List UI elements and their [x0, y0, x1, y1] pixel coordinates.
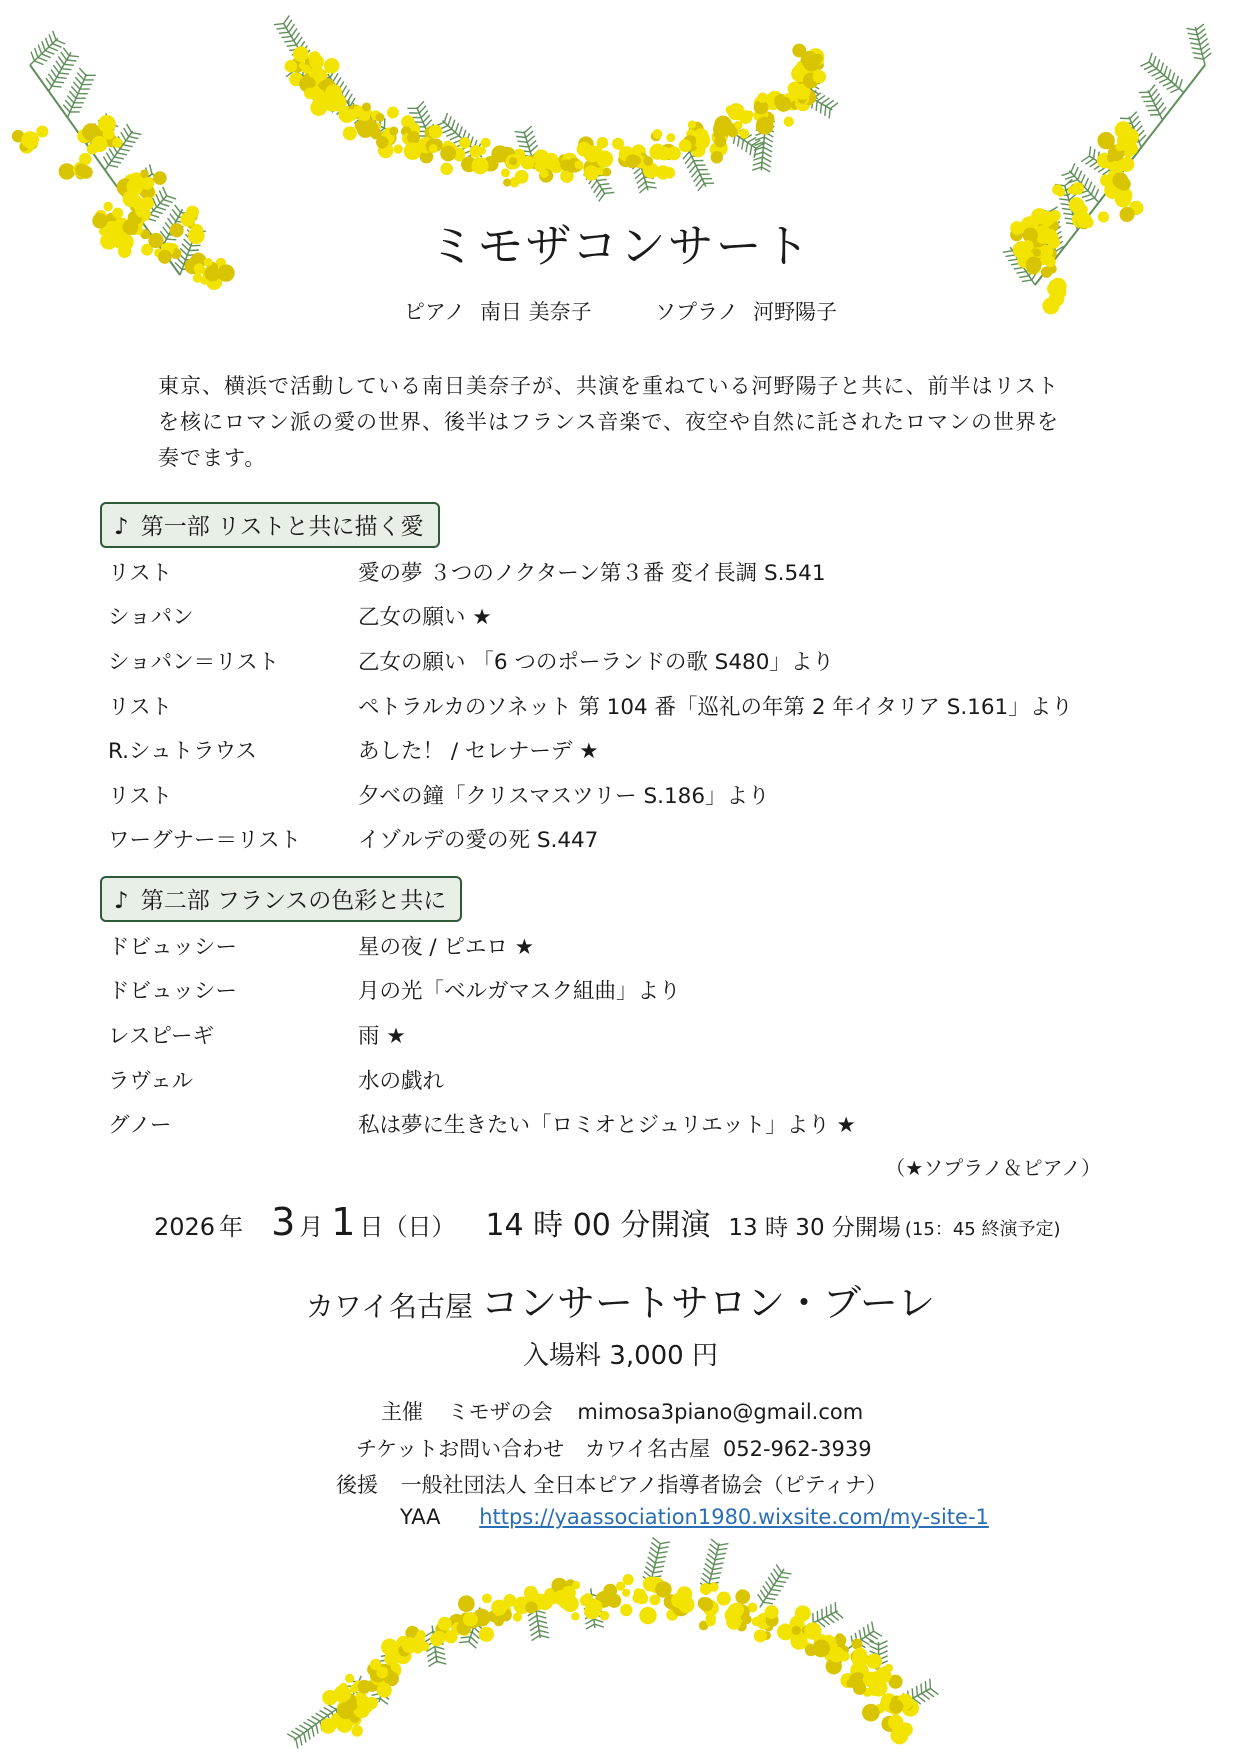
ticket-phone[interactable]: 052-962-3939 [722, 1437, 872, 1461]
work-title: 雨 ★ [358, 1023, 406, 1049]
organizer-line [381, 1396, 863, 1426]
work-title: 星の夜 / ピエロ ★ [358, 934, 535, 960]
work-title: イゾルデの愛の死 S.447 [358, 828, 599, 854]
performer-role-soprano: ソプラノ [655, 300, 739, 324]
program-row [108, 549, 1158, 594]
program-row [108, 683, 1158, 728]
date-time-line [154, 1200, 1060, 1244]
work-title: 月の光「ベルガマスク組曲」より [358, 979, 681, 1005]
month: 3 [271, 1200, 296, 1244]
composer-name: リスト [108, 783, 173, 809]
intro-line: 奏でます。 [158, 446, 267, 470]
part1-heading-text: 第一部 リストと共に描く愛 [140, 514, 424, 540]
program-row [108, 638, 1158, 683]
composer-name: ワーグナー＝リスト [108, 828, 302, 854]
work-title: 愛の夢 ３つのノクターン第３番 変イ長調 S.541 [358, 560, 826, 586]
organizer-label: 主催 [381, 1400, 423, 1424]
program-row [108, 1101, 1158, 1146]
support-name: 一般社団法人 全日本ピアノ指導者協会（ピティナ） [400, 1473, 888, 1497]
work-title: 乙女の願い 「6 つのポーランドの歌 S480」より [358, 649, 834, 675]
end-time: (15：45 終演予定) [904, 1219, 1061, 1240]
ticket-label: チケットお問い合わせ [356, 1437, 565, 1461]
mimosa-wreath-top-illustration [270, 30, 850, 220]
work-title: 乙女の願い ★ [358, 605, 492, 631]
work-title: 夕べの鐘「クリスマスツリー S.186」より [358, 783, 770, 809]
program-row [108, 1012, 1158, 1057]
program-row [108, 594, 1158, 639]
venue-name: コンサートサロン・ブーレ [481, 1281, 936, 1325]
program-row [108, 1057, 1158, 1102]
month-unit: 月 [299, 1213, 324, 1241]
work-title: あした！ / セレナーデ ★ [358, 739, 599, 765]
doors-time: 13 時 30 分開場 [728, 1215, 901, 1241]
composer-name: ドビュッシー [108, 979, 238, 1005]
yaa-label: YAA [400, 1505, 441, 1529]
part1-program-list [108, 549, 1158, 861]
ticket-line [356, 1433, 872, 1463]
organizer-name: ミモザの会 [447, 1400, 553, 1424]
admission-fee: 入場料 3,000 円 [523, 1341, 718, 1371]
intro-line: を核にロマン派の愛の世界、後半はフランス音楽で、夜空や自然に託されたロマンの世界を [158, 410, 1059, 434]
part2-program-list [108, 923, 1158, 1146]
part1-heading [100, 502, 440, 548]
program-row [108, 923, 1158, 968]
part2-heading [100, 876, 462, 922]
music-note-icon: ♪ [114, 888, 129, 914]
concert-title: ミモザコンサート [429, 219, 812, 273]
performer-name-soprano: 河野陽子 [753, 300, 838, 324]
intro-line: 東京、横浜で活動している南日美奈子が、共演を重ねている河野陽子と共に、前半はリスト [158, 374, 1060, 398]
performer-role-piano: ピアノ [403, 300, 466, 324]
music-note-icon: ♪ [114, 514, 129, 540]
composer-name: リスト [108, 694, 173, 720]
yaa-line [400, 1505, 989, 1529]
year: 2026 [154, 1213, 216, 1241]
composer-name: R.シュトラウス [108, 739, 257, 765]
performer-name-piano: 南日 美奈子 [479, 300, 592, 324]
venue-prefix: カワイ名古屋 [305, 1290, 474, 1323]
support-line [336, 1469, 887, 1499]
composer-name: リスト [108, 560, 173, 586]
part2-heading-text: 第二部 フランスの色彩と共に [140, 888, 447, 914]
yaa-link[interactable]: https://yaassociation1980.wixsite.com/my-site-1 [479, 1505, 989, 1529]
venue-line [0, 1272, 1241, 1327]
composer-name: グノー [108, 1113, 172, 1139]
performers-line [0, 296, 1241, 326]
program-row [108, 817, 1158, 862]
work-title: 私は夢に生きたい「ロミオとジュリエット」より ★ [358, 1113, 856, 1139]
composer-name: ショパン [108, 605, 194, 631]
legend-note: （★ソプラノ＆ピアノ） [885, 1156, 1101, 1180]
weekday: （日） [383, 1213, 456, 1241]
support-label: 後援 [336, 1473, 378, 1497]
composer-name: ドビュッシー [108, 934, 238, 960]
composer-name: ショパン＝リスト [108, 649, 280, 675]
program-row [108, 727, 1158, 772]
ticket-contact-name: カワイ名古屋 [584, 1437, 711, 1461]
organizer-email[interactable]: mimosa3piano@gmail.com [577, 1400, 864, 1424]
composer-name: ラヴェル [108, 1068, 194, 1094]
start-time: 14 時 00 分開演 [485, 1208, 711, 1243]
day-unit: 日 [359, 1213, 384, 1241]
work-title: 水の戯れ [358, 1068, 445, 1094]
program-row [108, 772, 1158, 817]
work-title: ペトラルカのソネット 第 104 番「巡礼の年第 2 年イタリア S.161」より [358, 694, 1073, 720]
year-unit: 年 [219, 1213, 244, 1241]
composer-name: レスピーギ [108, 1023, 214, 1049]
program-row [108, 968, 1158, 1013]
day: 1 [331, 1200, 356, 1244]
intro-paragraph [158, 368, 1098, 476]
mimosa-wreath-bottom-illustration [300, 1535, 940, 1745]
